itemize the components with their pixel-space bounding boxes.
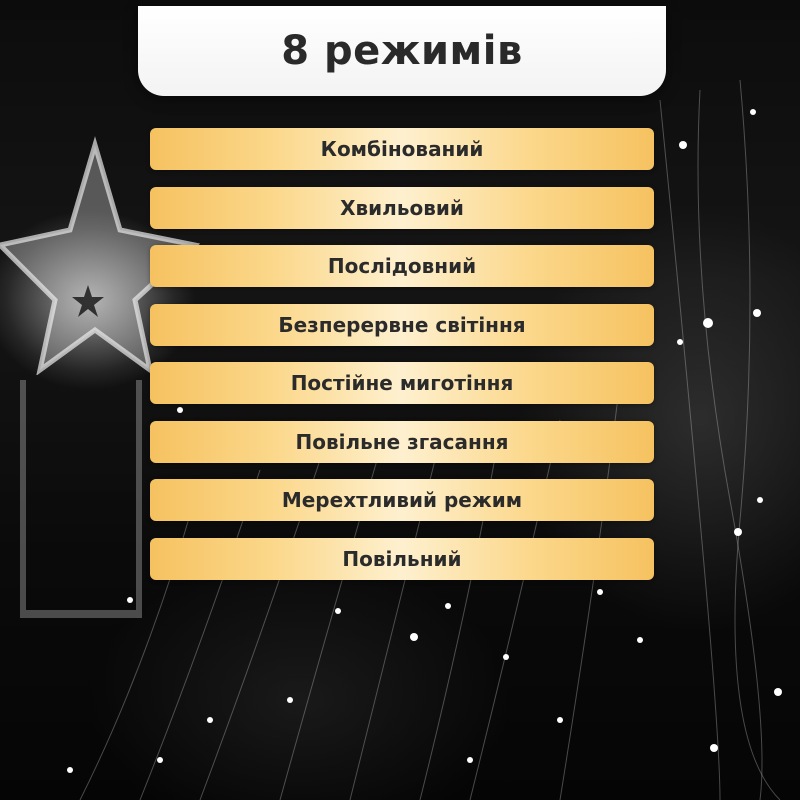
mode-label: Постійне миготіння <box>290 371 514 395</box>
header-banner <box>138 6 666 96</box>
mode-item <box>150 479 654 521</box>
mode-item <box>150 187 654 229</box>
mode-label: Хвильовий <box>340 195 464 220</box>
window-frame-decoration <box>20 380 142 618</box>
mode-item <box>150 538 654 580</box>
mode-label: Повільне згасання <box>295 429 509 454</box>
mode-item <box>150 245 654 287</box>
mode-item <box>150 304 654 346</box>
mode-item <box>150 362 654 404</box>
mode-item <box>150 421 654 463</box>
modes-list <box>150 128 654 596</box>
mode-label: Повільний <box>342 546 462 571</box>
mode-label: Безперервне світіння <box>278 312 526 337</box>
mode-label: Послідовний <box>327 254 477 278</box>
mode-item <box>150 128 654 170</box>
page-title: 8 режимів <box>281 28 523 74</box>
mode-label: Комбінований <box>320 137 484 161</box>
mode-label: Мерехтливий режим <box>281 488 523 512</box>
